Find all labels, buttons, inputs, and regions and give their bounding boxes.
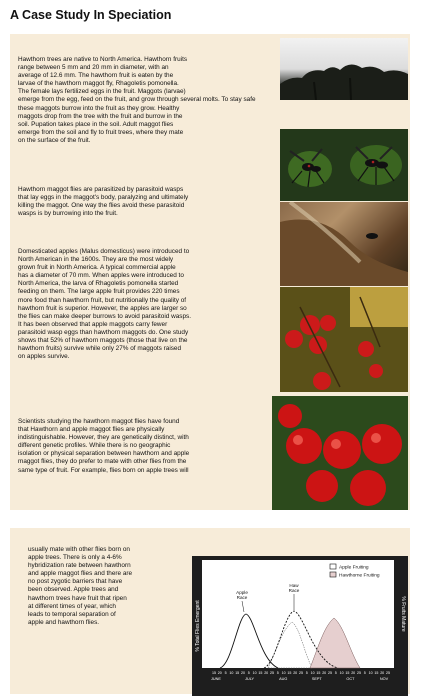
x-tick-label: 15 [258, 671, 263, 675]
legend-haw-label: Hawthorne Fruiting [339, 573, 380, 579]
x-tick-label: 10 [252, 671, 257, 675]
x-tick-label: 10 [229, 671, 234, 675]
x-tick-label: 15 [235, 671, 240, 675]
paragraph-parasitoid-wasps: Hawthorn maggot flies are parasitized by parasitoid wasps that lay eggs in the maggot's body, paralyzing and ultimately killing the maggot. One way the flies avoid these parasitoid wasps is by burrowing into the fruit. [18, 186, 189, 218]
x-tick-label: 25 [357, 671, 361, 675]
x-tick-label: 20 [293, 671, 298, 675]
x-month-label: SEPT [311, 677, 322, 681]
paragraph-genetic-distinct: Scientists studying the hawthorn maggot flies have found that Hawthorn and apple maggot flies are physically indistinguishable. However, they are genetically distinct, with different genetic profiles. While there is no geographic isolation or physical separation between hawthorn and apple maggot flies, they do prefer to mate with other flies from the same type of fruit. For example, flies born on apple trees will [18, 418, 190, 474]
x-tick-label: 5 [224, 671, 227, 675]
x-month-label: NOV [379, 677, 389, 681]
apple-race-label: Apple Race [236, 590, 248, 600]
x-tick-label: 15 [287, 671, 292, 675]
x-tick-label: 15 [374, 671, 379, 675]
haw-race-label: Haw Race [288, 583, 300, 593]
x-axis-ticks [212, 671, 390, 675]
tree-bark-photo [280, 202, 408, 286]
hawthorn-fruit-photo [280, 287, 408, 392]
x-tick-label: 5 [305, 671, 308, 675]
x-tick-label: 25 [386, 671, 390, 675]
x-tick-label: 25 [270, 671, 274, 675]
x-tick-label: 15 [345, 671, 350, 675]
x-tick-label: 20 [217, 671, 222, 675]
legend-apple-label: Apple Fruiting [339, 565, 369, 571]
y-axis-label-right: % Fruits Mature [400, 596, 406, 632]
x-tick-label: 25 [299, 671, 303, 675]
x-tick-label: 20 [380, 671, 385, 675]
y-axis-label-left: % Total Flies Emergent [195, 600, 201, 652]
apples-photo [272, 396, 408, 510]
x-tick-label: 20 [351, 671, 356, 675]
x-tick-label: 20 [264, 671, 269, 675]
legend-apple-swatch [330, 564, 336, 569]
legend-haw-swatch [330, 572, 336, 577]
x-tick-label: 5 [363, 671, 366, 675]
paragraph-temporal-separation: usually mate with other flies born on apple trees. There is only a 4-6% hybridization rate between hawthorn and apple maggot flies and there are no post zygotic barriers that have been observed. Apple trees and hawthorn trees have fruit that ripen at different times of year, which leads to temporal separation of apple and hawthorn flies. [28, 546, 133, 626]
paragraph-hawthorn-intro: Hawthorn trees are native to North America. Hawthorn fruits range between 5 mm and 20 mm in diameter, with an average of 12.6 mm. The hawthorn fruit is eaten by the larvae of the hawthorn maggot fly, Rhagoletis pomonella. The female lays fertilized eggs in the fruit. Maggots (larvae) emerge from the egg, feed on the fruit, and grow through several molts. To stay safe these maggots burrow into the fruit as they grow. Healthy maggots drop from the tree with the fruit and burrow in the soil. Pupation takes place in the soil. Adult maggot flies emerge from the soil and fly to fruit trees, where they mate on the surface of the fruit. [18, 56, 256, 144]
x-tick-label: 10 [281, 671, 286, 675]
page-title: A Case Study In Speciation [10, 8, 172, 22]
x-tick-label: 10 [310, 671, 315, 675]
x-tick-label: 10 [339, 671, 344, 675]
emergence-chart [192, 556, 408, 696]
x-month-label: JUNE [211, 677, 221, 681]
x-tick-label: 5 [276, 671, 279, 675]
x-tick-label: 25 [328, 671, 332, 675]
x-tick-label: 15 [212, 671, 216, 675]
x-tick-label: 15 [316, 671, 321, 675]
x-month-label: JULY [245, 677, 255, 681]
x-month-label: AUG [279, 677, 288, 681]
paragraph-domesticated-apples: Domesticated apples (Malus domesticus) were introduced to North American in the 1600s. They are the most widely grown fruit in North America. A typical commercial apple has a diameter of 70 mm. When apples were introduced to North America, the larva of Rhagoletis pomonella started feeding on them. The large apple fruit provides 220 times more food than hawthorn fruit, but nutritionally the quality of hawthorn fruit is superior. However, the apples are larger so the flies can make deeper burrows to avoid parasitoid wasps. It has been observed that apple maggots carry fewer parasitoid wasp eggs than hawthorn maggots do. One study shows that 52% of hawthorn maggots (those that live on the hawthorn fruits) survive while only 27% of maggots raised on apples survive. [18, 248, 191, 361]
x-tick-label: 5 [247, 671, 250, 675]
x-month-label: OCT [346, 677, 355, 681]
x-tick-label: 20 [322, 671, 327, 675]
x-tick-label: 10 [368, 671, 373, 675]
x-tick-label: 20 [241, 671, 245, 675]
x-tick-label: 5 [334, 671, 337, 675]
